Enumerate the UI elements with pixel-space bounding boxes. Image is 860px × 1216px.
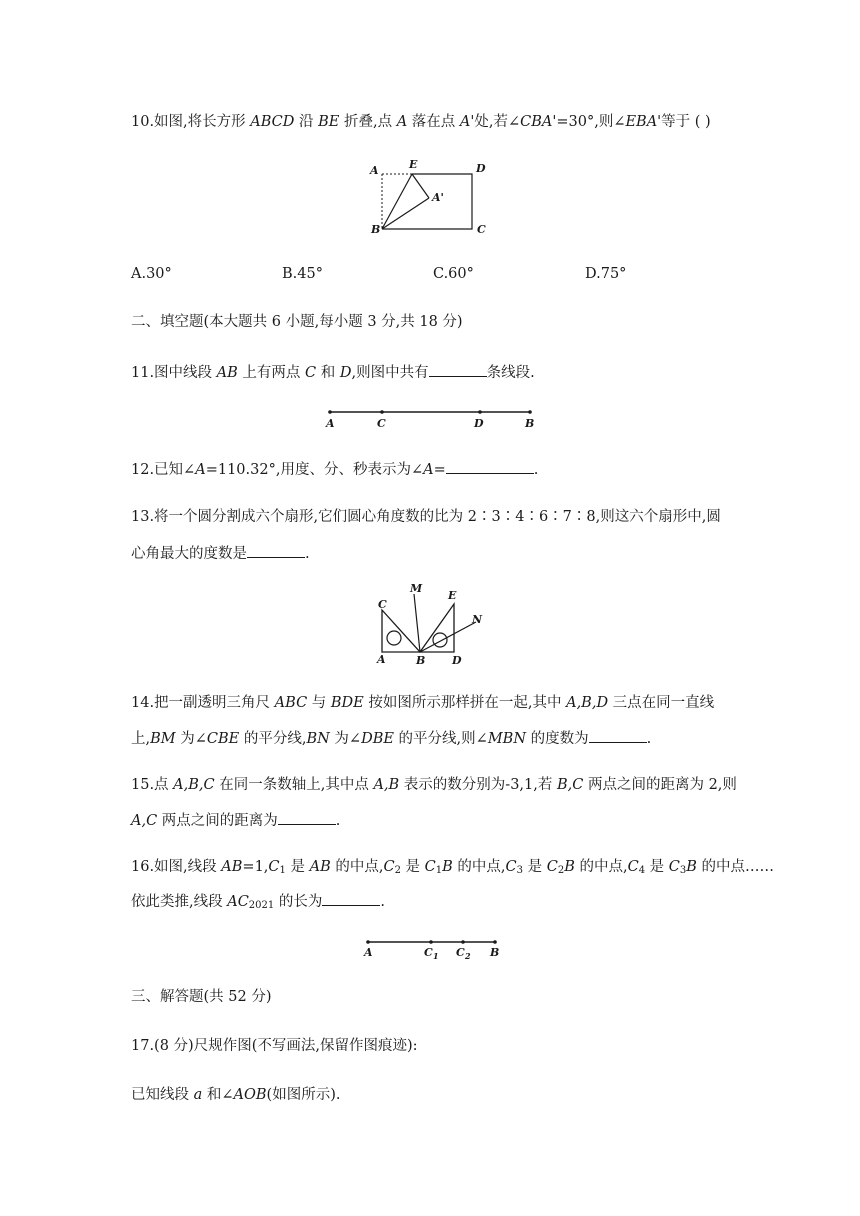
q16-label-c2: C [456,946,465,959]
q12-stem: 12.已知∠A=110.32°,用度、分、秒表示为∠A= . [131,458,538,480]
q14-label-a: A [377,653,386,666]
q10-option-a: A.30° [131,266,172,282]
q11-stem: 11.图中线段 AB 上有两点 C 和 D,则图中共有 条线段. [131,361,535,383]
q10-option-b: B.45° [282,266,323,282]
q14-label-b: B [416,654,426,667]
q13-line-1: 13.将一个圆分割成六个扇形,它们圆心角度数的比为 2∶3∶4∶6∶7∶8,则这六个扇形中,圆 [131,509,721,525]
q10-stem: 10.如图,将长方形 ABCD 沿 BE 折叠,点 A 落在点 A'处,若∠CBA'=30°,则∠EBA'等于 ( ) [131,114,711,130]
q14-label-c: C [378,598,387,611]
q10-option-d: D.75° [585,266,627,282]
q14-label-d: D [452,654,462,667]
q11-label-d: D [474,417,484,430]
q15-line-1: 15.点 A,B,C 在同一条数轴上,其中点 A,B 表示的数分别为-3,1,若 B,C 两点之间的距离为 2,则 [131,777,737,793]
q10-label-d: D [476,162,486,175]
q14-label-m: M [410,582,423,595]
q16-answer-blank [322,890,380,906]
q14-label-e: E [448,589,457,602]
q10-label-e: E [409,158,418,171]
q12-answer-blank [446,458,534,474]
q11-label-c: C [377,417,386,430]
q13-answer-blank [247,542,305,558]
q16-label-b: B [490,946,500,959]
q10-label-c: C [477,223,486,236]
q16-label-c2-sub: 2 [465,951,471,961]
q17-line-2: 已知线段 a 和∠AOB(如图所示). [131,1087,341,1103]
q16-segment-figure [360,934,505,962]
q10-option-c: C.60° [433,266,474,282]
q14-label-n: N [472,613,483,626]
q16-line-1: 16.如图,线段 $AB=1,C_1$ 是 AB 的中点$,C_2$ 是 $C_1B$ 的中点$,C_3$ 是 $C_2B$ 的中点$,C_4$ 是 $C_3B$ 的中点…… [131,859,775,876]
q14-line-2: 上,BM 为∠CBE 的平分线,BN 为∠DBE 的平分线,则∠MBN 的度数为 . [131,727,651,749]
q15-answer-blank [278,809,336,825]
q11-label-a: A [326,417,335,430]
q16-label-c1: C [424,946,433,959]
q10-rectangle-figure [362,155,502,240]
q10-label-a: A [370,164,379,177]
q11-answer-blank [429,361,487,377]
section-2-heading: 二、填空题(本大题共 6 小题,每小题 3 分,共 18 分) [131,314,463,330]
q17-line-1: 17.(8 分)尺规作图(不写画法,保留作图痕迹): [131,1038,418,1054]
q14-triangles-figure [370,582,490,672]
q11-label-b: B [525,417,535,430]
q16-label-c1-sub: 1 [433,951,439,961]
section-3-heading: 三、解答题(共 52 分) [131,989,272,1005]
q14-line-1: 14.把一副透明三角尺 ABC 与 BDE 按如图所示那样拼在一起,其中 A,B,D 三点在同一直线 [131,695,715,711]
q16-line-2: 依此类推,线段 $AC_{2021}$ 的长为 . [131,890,385,916]
q15-line-2: A,C 两点之间的距离为 . [131,809,340,831]
q11-segment-figure [322,403,542,431]
q14-answer-blank [589,727,647,743]
q10-label-b: B [371,223,381,236]
q10-label-a-prime: A' [432,191,444,204]
q13-line-2: 心角最大的度数是 . [131,542,310,564]
q16-label-a: A [364,946,373,959]
